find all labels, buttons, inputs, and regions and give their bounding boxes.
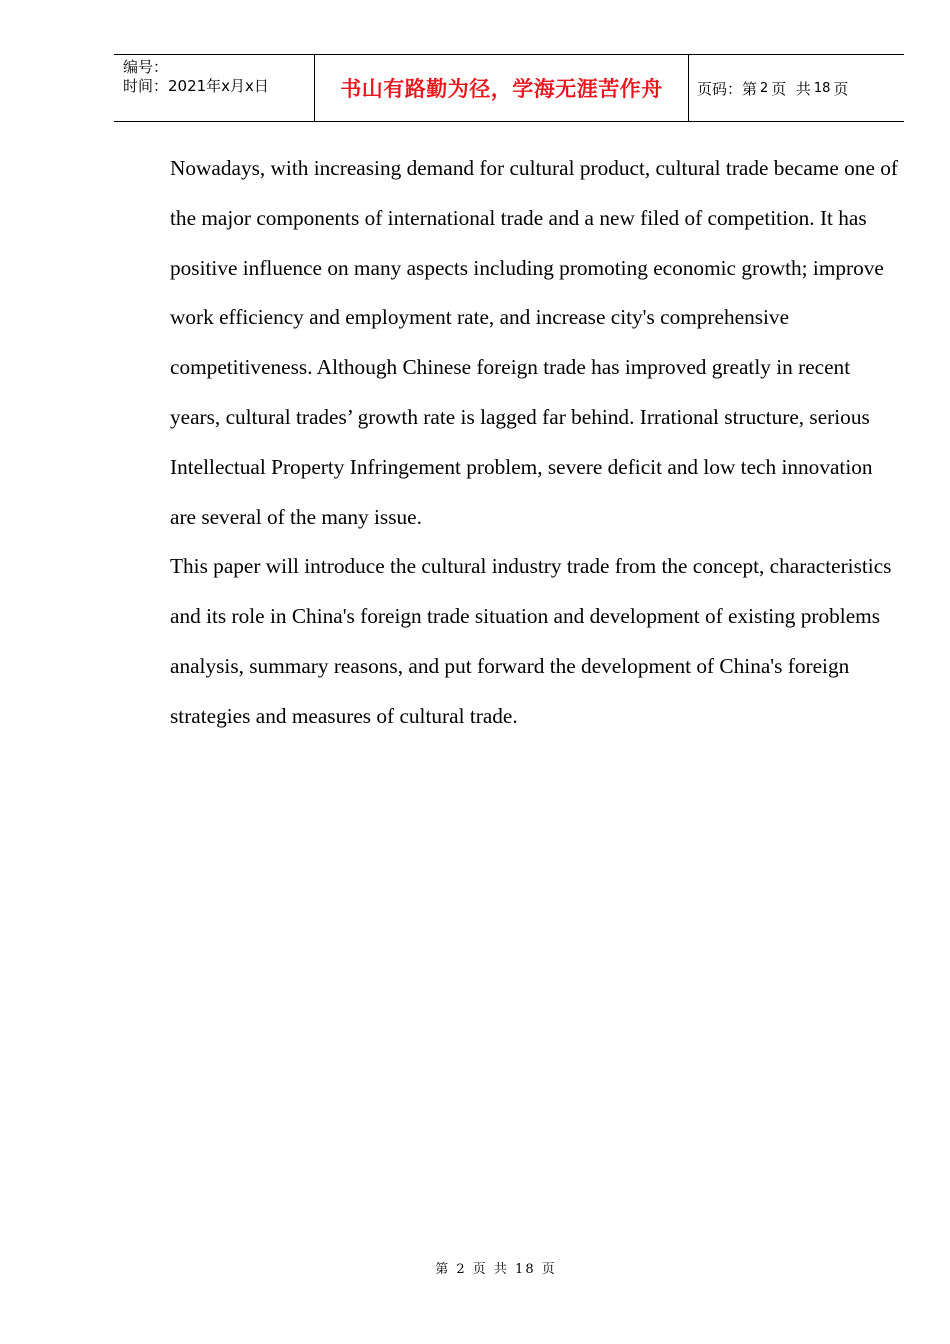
page-current: 2 <box>760 80 769 96</box>
page-footer: 第 2 页 共 18 页 <box>435 1262 557 1277</box>
serial-number-label: 编号： <box>123 58 169 76</box>
page-suffix: 页 <box>833 79 849 98</box>
document-header <box>114 54 904 122</box>
paragraph: This paper will introduce the cultural industry trade from the concept, characteristics and its role in China's foreign trade situation and development of existing problems analysis, summary reasons, and put forward the development of China's foreign strategies and measures of cultural trade. <box>170 554 892 728</box>
header-meta-cell <box>114 55 315 121</box>
document-body <box>170 144 900 742</box>
header-page-cell <box>689 55 904 121</box>
motto-text: 书山有路勤为径，学海无涯苦作舟 <box>340 77 663 101</box>
header-motto-cell <box>315 55 689 121</box>
date-label: 时间：2021年x月x日 <box>123 77 269 95</box>
page-total: 18 <box>813 80 831 96</box>
page-mid: 页 共 <box>771 79 811 98</box>
page-prefix: 页码：第 <box>697 79 758 98</box>
paragraph: Nowadays, with increasing demand for cultural product, cultural trade became one of the major components of international trade and a new filed of competition. It has positive influence on many aspects including promoting economic growth; improve work efficiency and employment rate, and increase city's comprehensive competitiveness. Although Chinese foreign trade has improved greatly in recent years, cultural trades’ growth rate is lagged far behind. Irrational structure, serious Intellectual Property Infringement problem, severe deficit and low tech innovation are several of the many issue. <box>170 156 898 529</box>
